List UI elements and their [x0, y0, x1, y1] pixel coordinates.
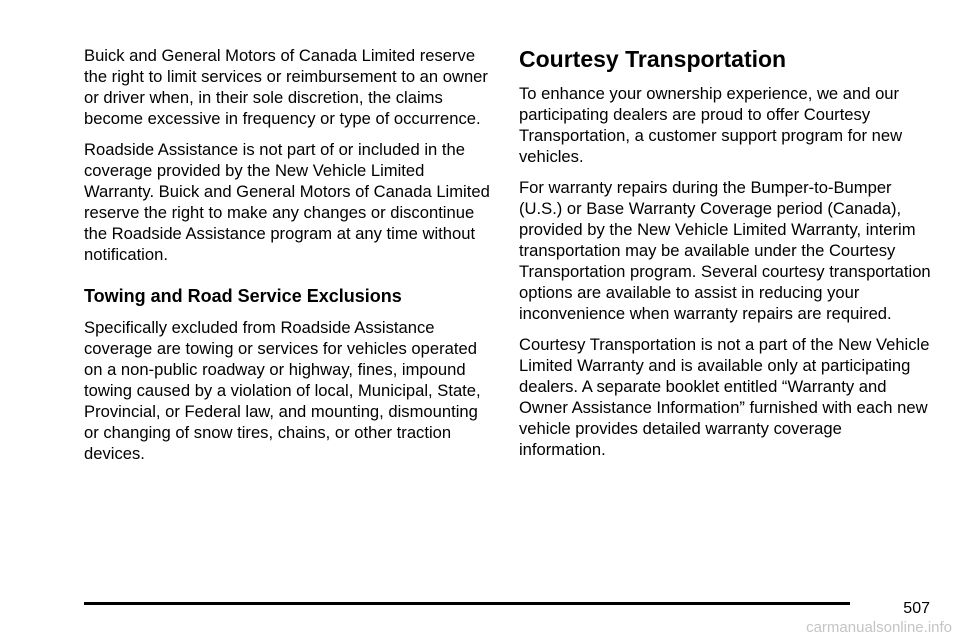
- towing-exclusions-subheading: Towing and Road Service Exclusions: [84, 286, 402, 306]
- limit-services-paragraph: Buick and General Motors of Canada Limited reserve the right to limit services or reimbursement to an owner or driver when, in their sole discretion, the claims become excessive in frequency or type of occurrence.: [84, 46, 488, 128]
- roadside-not-included-paragraph: Roadside Assistance is not part of or included in the coverage provided by the New Vehicle Limited Warranty. Buick and General Motors of Canada Limited reserve the right to make any changes or discontinue the Roadside Assistance program at any time without notification.: [84, 140, 490, 264]
- courtesy-intro-paragraph: To enhance your ownership experience, we and our participating dealers are proud to offer Courtesy Transportation, a customer support program for new vehicles.: [519, 84, 903, 166]
- right-column: [519, 45, 931, 470]
- exclusions-paragraph: Specifically excluded from Roadside Assistance coverage are towing or services for vehicles operated on a non-public roadway or highway, fines, impound towing caused by a violation of local, Municipal, State, Provincial, or Federal law, and mounting, dismounting or changing of snow tires, chains, or other traction devices.: [84, 318, 481, 463]
- page-number: 507: [903, 600, 930, 617]
- watermark[interactable]: carmanualsonline.info: [806, 619, 952, 636]
- footer-rule: [84, 602, 850, 605]
- warranty-repairs-paragraph: For warranty repairs during the Bumper-to-Bumper (U.S.) or Base Warranty Coverage period (Canada), provided by the New Vehicle Limited Warranty, interim transportation may be available under the Courtesy Transportation program. Several courtesy transportation options are available to assist in reducing your inconvenience when warranty repairs are required.: [519, 178, 931, 323]
- left-column: [84, 45, 492, 474]
- courtesy-transportation-heading: Courtesy Transportation: [519, 46, 787, 72]
- booklet-paragraph: Courtesy Transportation is not a part of the New Vehicle Limited Warranty and is available only at participating dealers. A separate booklet entitled “Warranty and Owner Assistance Information” furnished with each new vehicle provides detailed warranty coverage information.: [519, 335, 930, 459]
